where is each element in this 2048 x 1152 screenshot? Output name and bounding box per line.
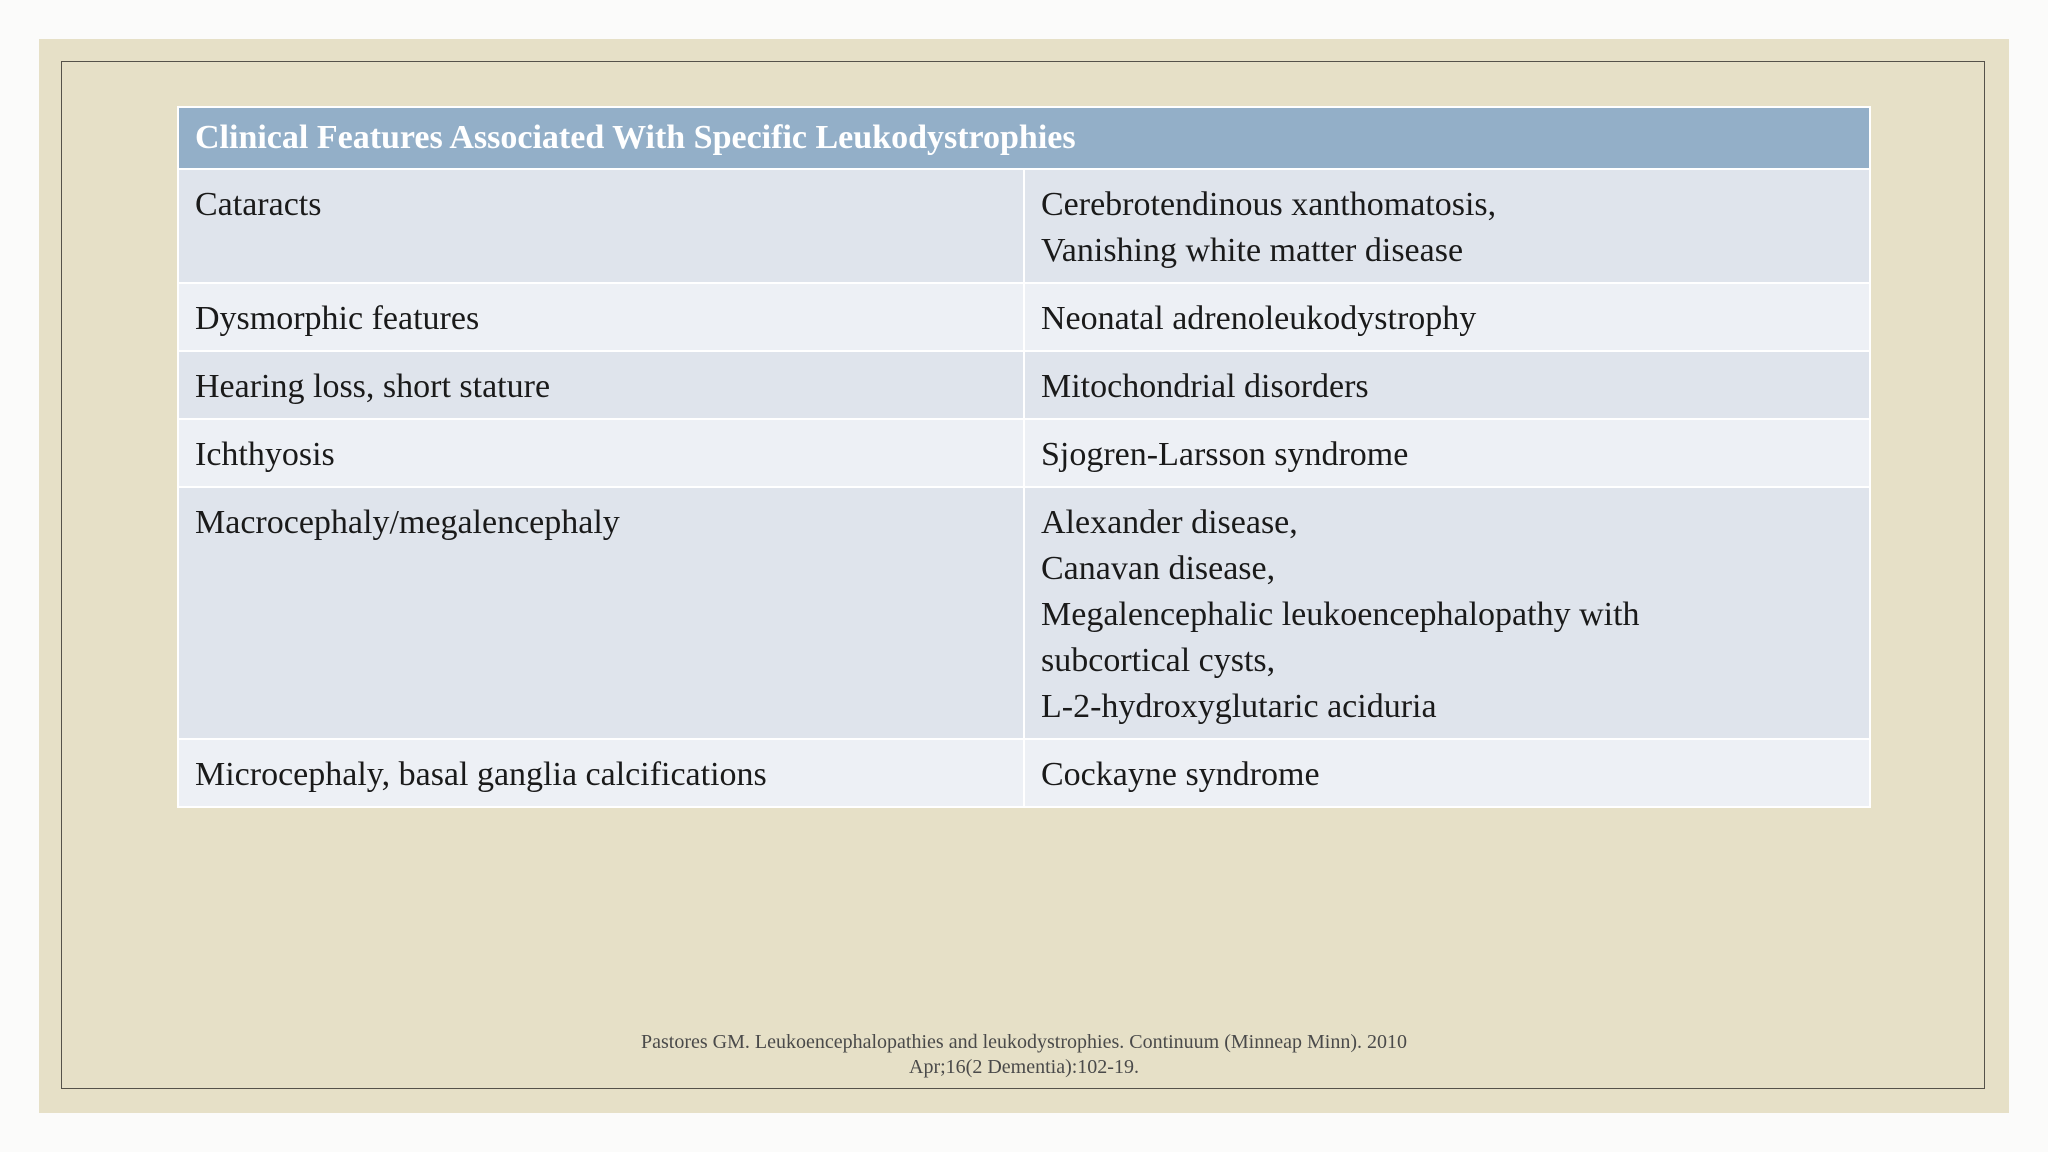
- feature-cell: Hearing loss, short stature: [178, 351, 1024, 419]
- disorder-cell: [1024, 739, 1870, 807]
- slide: [39, 39, 2009, 1113]
- disorder-cell: [1024, 283, 1870, 351]
- disorder-line: Vanishing white matter disease: [1041, 232, 1464, 269]
- disorder-line: L-2-hydroxyglutaric aciduria: [1041, 688, 1437, 725]
- citation-line: Apr;16(2 Dementia):102-19.: [909, 1056, 1139, 1078]
- disorder-cell: [1024, 169, 1870, 283]
- leukodystrophy-features-table: [177, 106, 1871, 808]
- table-row: [178, 169, 1870, 283]
- feature-cell: Cataracts: [178, 169, 1024, 283]
- disorder-cell: [1024, 351, 1870, 419]
- table-row: [178, 739, 1870, 807]
- disorder-line: Mitochondrial disorders: [1041, 368, 1369, 405]
- table-row: [178, 283, 1870, 351]
- disorder-line: Cockayne syndrome: [1041, 756, 1320, 793]
- table-row: [178, 419, 1870, 487]
- disorder-line: Neonatal adrenoleukodystrophy: [1041, 300, 1477, 337]
- feature-cell: Macrocephaly/megalencephaly: [178, 487, 1024, 739]
- disorder-line: subcortical cysts,: [1041, 642, 1276, 679]
- table-title: Clinical Features Associated With Specific Leukodystrophies: [178, 107, 1870, 169]
- disorder-line: Megalencephalic leukoencephalopathy with: [1041, 596, 1640, 633]
- feature-cell: Dysmorphic features: [178, 283, 1024, 351]
- disorder-cell: [1024, 419, 1870, 487]
- table-row: [178, 351, 1870, 419]
- disorder-line: Alexander disease,: [1041, 504, 1298, 541]
- table-header-row: [178, 107, 1870, 169]
- disorder-line: Sjogren-Larsson syndrome: [1041, 436, 1409, 473]
- feature-cell: Microcephaly, basal ganglia calcifications: [178, 739, 1024, 807]
- citation-line: Pastores GM. Leukoencephalopathies and leukodystrophies. Continuum (Minneap Minn). 2010: [641, 1031, 1407, 1053]
- citation: [39, 1030, 2009, 1080]
- disorder-line: Cerebrotendinous xanthomatosis,: [1041, 186, 1497, 223]
- disorder-line: Canavan disease,: [1041, 550, 1276, 587]
- disorder-cell: [1024, 487, 1870, 739]
- feature-cell: Ichthyosis: [178, 419, 1024, 487]
- table-row: [178, 487, 1870, 739]
